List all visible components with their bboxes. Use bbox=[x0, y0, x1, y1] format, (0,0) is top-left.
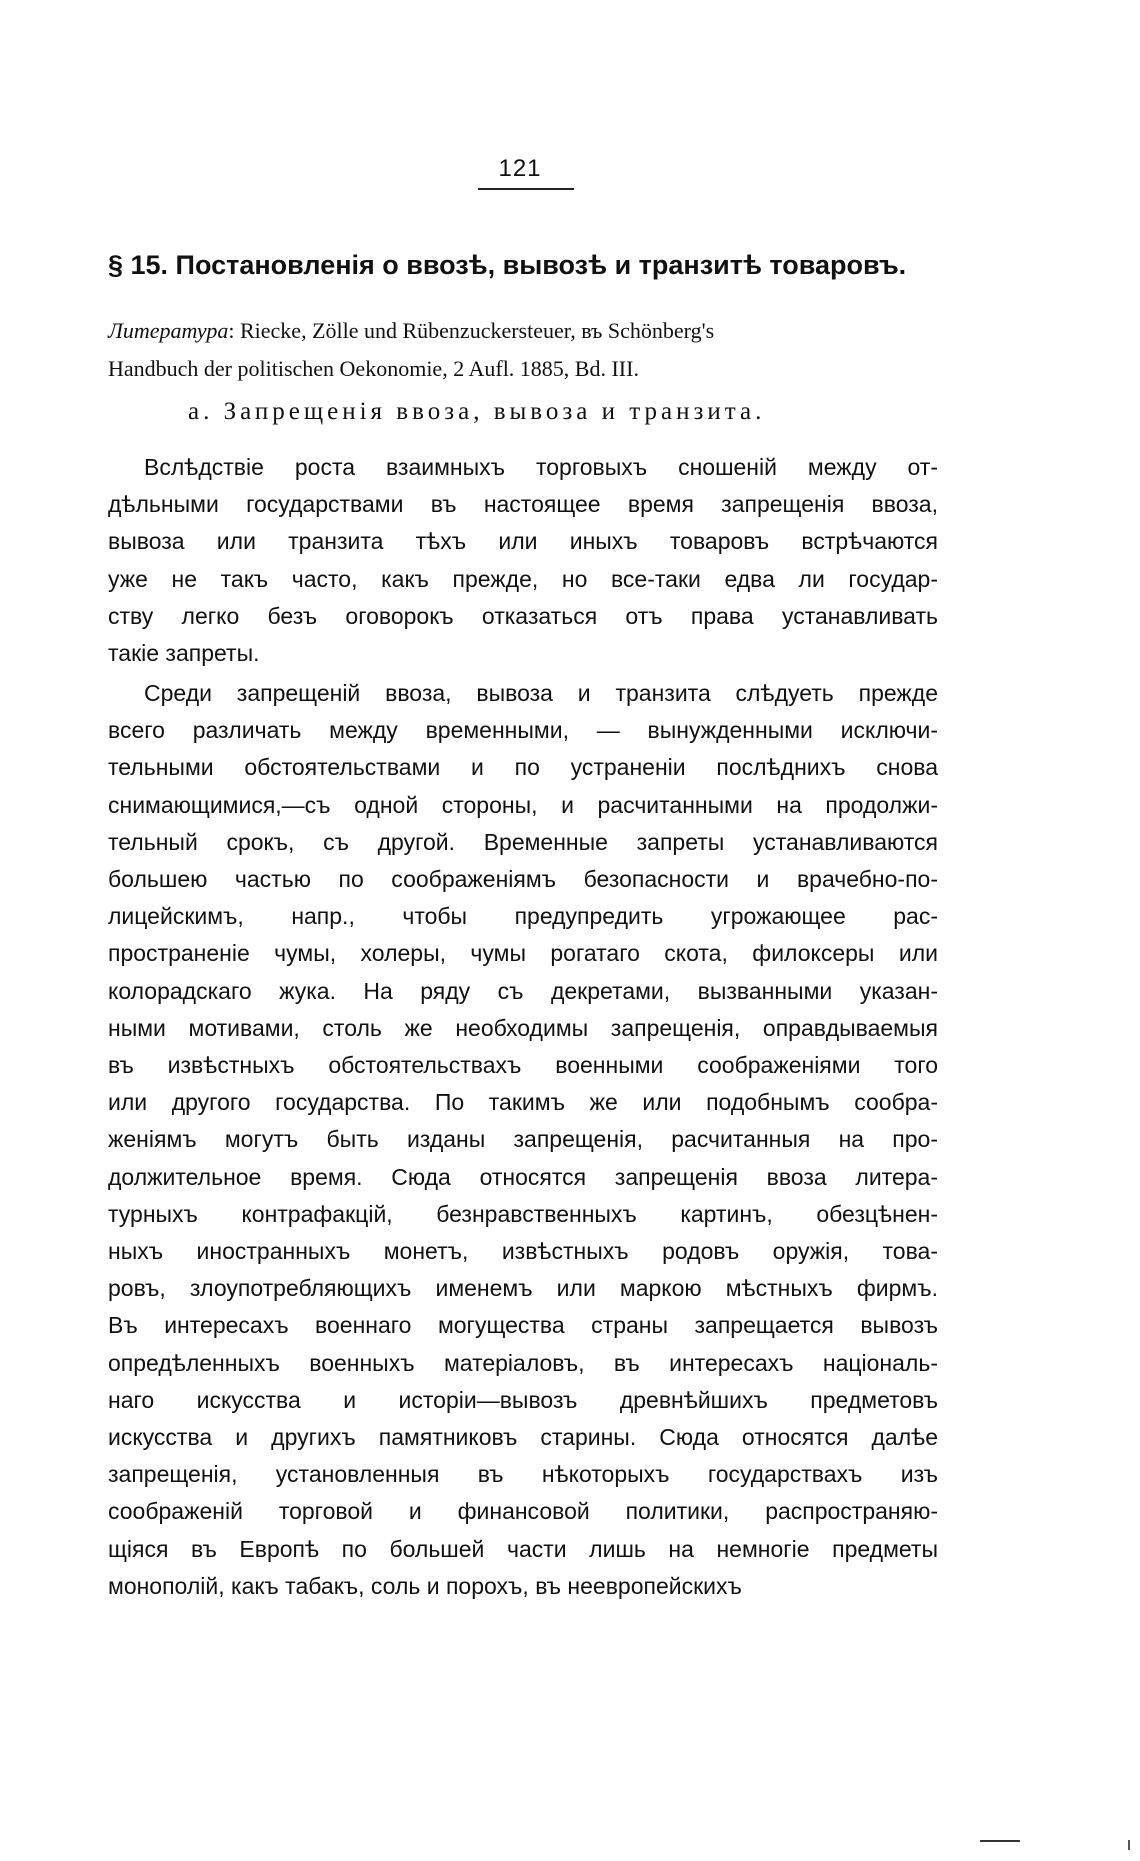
text-line: Среди запрещеній ввоза, вывоза и транзита слѣдуеть прежде bbox=[144, 680, 938, 706]
text-line: Вслѣдствіе роста взаимныхъ торговыхъ сношеній между от- bbox=[144, 454, 938, 480]
text-line: пространеніе чумы, холеры, чумы рогатаго скота, филоксеры или bbox=[108, 940, 938, 967]
text-line: тельными обстоятельствами и по устраненіи послѣднихъ снова bbox=[108, 754, 938, 781]
scan-tick bbox=[1128, 1840, 1130, 1850]
text-line: соображеній торговой и финансовой политики, распространяю- bbox=[108, 1498, 938, 1525]
text-line: ству легко безъ оговорокъ отказаться отъ права устанавливать bbox=[108, 602, 938, 629]
text-line: запрещенія, установленныя въ нѣкоторыхъ государствахъ изъ bbox=[108, 1461, 938, 1488]
text-line: тельный срокъ, съ другой. Временные запреты устанавливаются bbox=[108, 828, 938, 855]
text-line: дѣльными государствами въ настоящее время запрещенія ввоза, bbox=[108, 491, 938, 518]
text-line: ными мотивами, столь же необходимы запрещенія, оправдываемыя bbox=[108, 1014, 938, 1041]
text-line: лицейскимъ, напр., чтобы предупредить угрожающее рас- bbox=[108, 903, 938, 930]
text-line: искусства и другихъ памятниковъ старины. Сюда относятся далѣе bbox=[108, 1424, 938, 1451]
text-line: должительное время. Сюда относятся запрещенія ввоза литера- bbox=[108, 1163, 938, 1190]
paragraph-2 bbox=[108, 675, 938, 1605]
text-line: уже не такъ часто, какъ прежде, но все-таки едва ли государ- bbox=[108, 565, 938, 592]
text-line: турныхъ контрафакцій, безнравственныхъ картинъ, обезцѣнен- bbox=[108, 1200, 938, 1227]
text-line: колорадскаго жука. На ряду съ декретами, вызванными указан- bbox=[108, 977, 938, 1004]
page-number: 121 bbox=[498, 155, 542, 182]
literature-citation-1: : Riecke, Zölle und Rübenzuckersteuer, въ Schönberg's bbox=[228, 318, 715, 343]
paragraph-1 bbox=[108, 449, 938, 672]
literature-line-1 bbox=[108, 312, 1038, 350]
literature-reference bbox=[108, 312, 1038, 388]
section-heading: § 15. Постановленія о ввозѣ, вывозѣ и транзитѣ товаровъ. bbox=[108, 250, 907, 280]
text-line: или другого государства. По такимъ же или подобнымъ сообра- bbox=[108, 1089, 938, 1116]
text-line: ныхъ иностранныхъ монетъ, извѣстныхъ родовъ оружія, това- bbox=[108, 1238, 938, 1265]
text-line: монополій, какъ табакъ, соль и порохъ, въ неевропейскихъ bbox=[108, 1572, 742, 1599]
text-line: въ извѣстныхъ обстоятельствахъ военными соображеніями того bbox=[108, 1052, 938, 1079]
text-line: ровъ, злоупотребляющихъ именемъ или маркою мѣстныхъ фирмъ. bbox=[108, 1275, 938, 1302]
text-line: вывоза или транзита тѣхъ или иныхъ товаровъ встрѣчаются bbox=[108, 528, 938, 555]
text-line: наго искусства и исторіи—вывозъ древнѣйшихъ предметовъ bbox=[108, 1386, 938, 1413]
text-line: такіе запреты. bbox=[108, 640, 260, 667]
text-line: большею частью по соображеніямъ безопасности и врачебно-по- bbox=[108, 866, 938, 893]
page-number-rule bbox=[478, 188, 574, 190]
text-line: всего различать между временными, — вынужденными исключи- bbox=[108, 717, 938, 744]
text-line: опредѣленныхъ военныхъ матеріаловъ, въ интересахъ національ- bbox=[108, 1349, 938, 1376]
literature-label: Литература bbox=[108, 318, 229, 343]
scan-mark bbox=[980, 1840, 1020, 1842]
text-line: Въ интересахъ военнаго могущества страны запрещается вывозъ bbox=[108, 1312, 938, 1339]
literature-line-2: Handbuch der politischen Oekonomie, 2 Aufl. 1885, Bd. III. bbox=[108, 356, 639, 381]
text-line: женіямъ могутъ быть изданы запрещенія, расчитанныя на про- bbox=[108, 1126, 938, 1153]
text-line: снимающимися,—съ одной стороны, и расчитанными на продолжи- bbox=[108, 791, 938, 818]
subsection-heading: а. Запрещенія ввоза, вывоза и транзита. bbox=[188, 398, 766, 425]
text-line: щіяся въ Европѣ по большей части лишь на немногіе предметы bbox=[108, 1535, 938, 1562]
